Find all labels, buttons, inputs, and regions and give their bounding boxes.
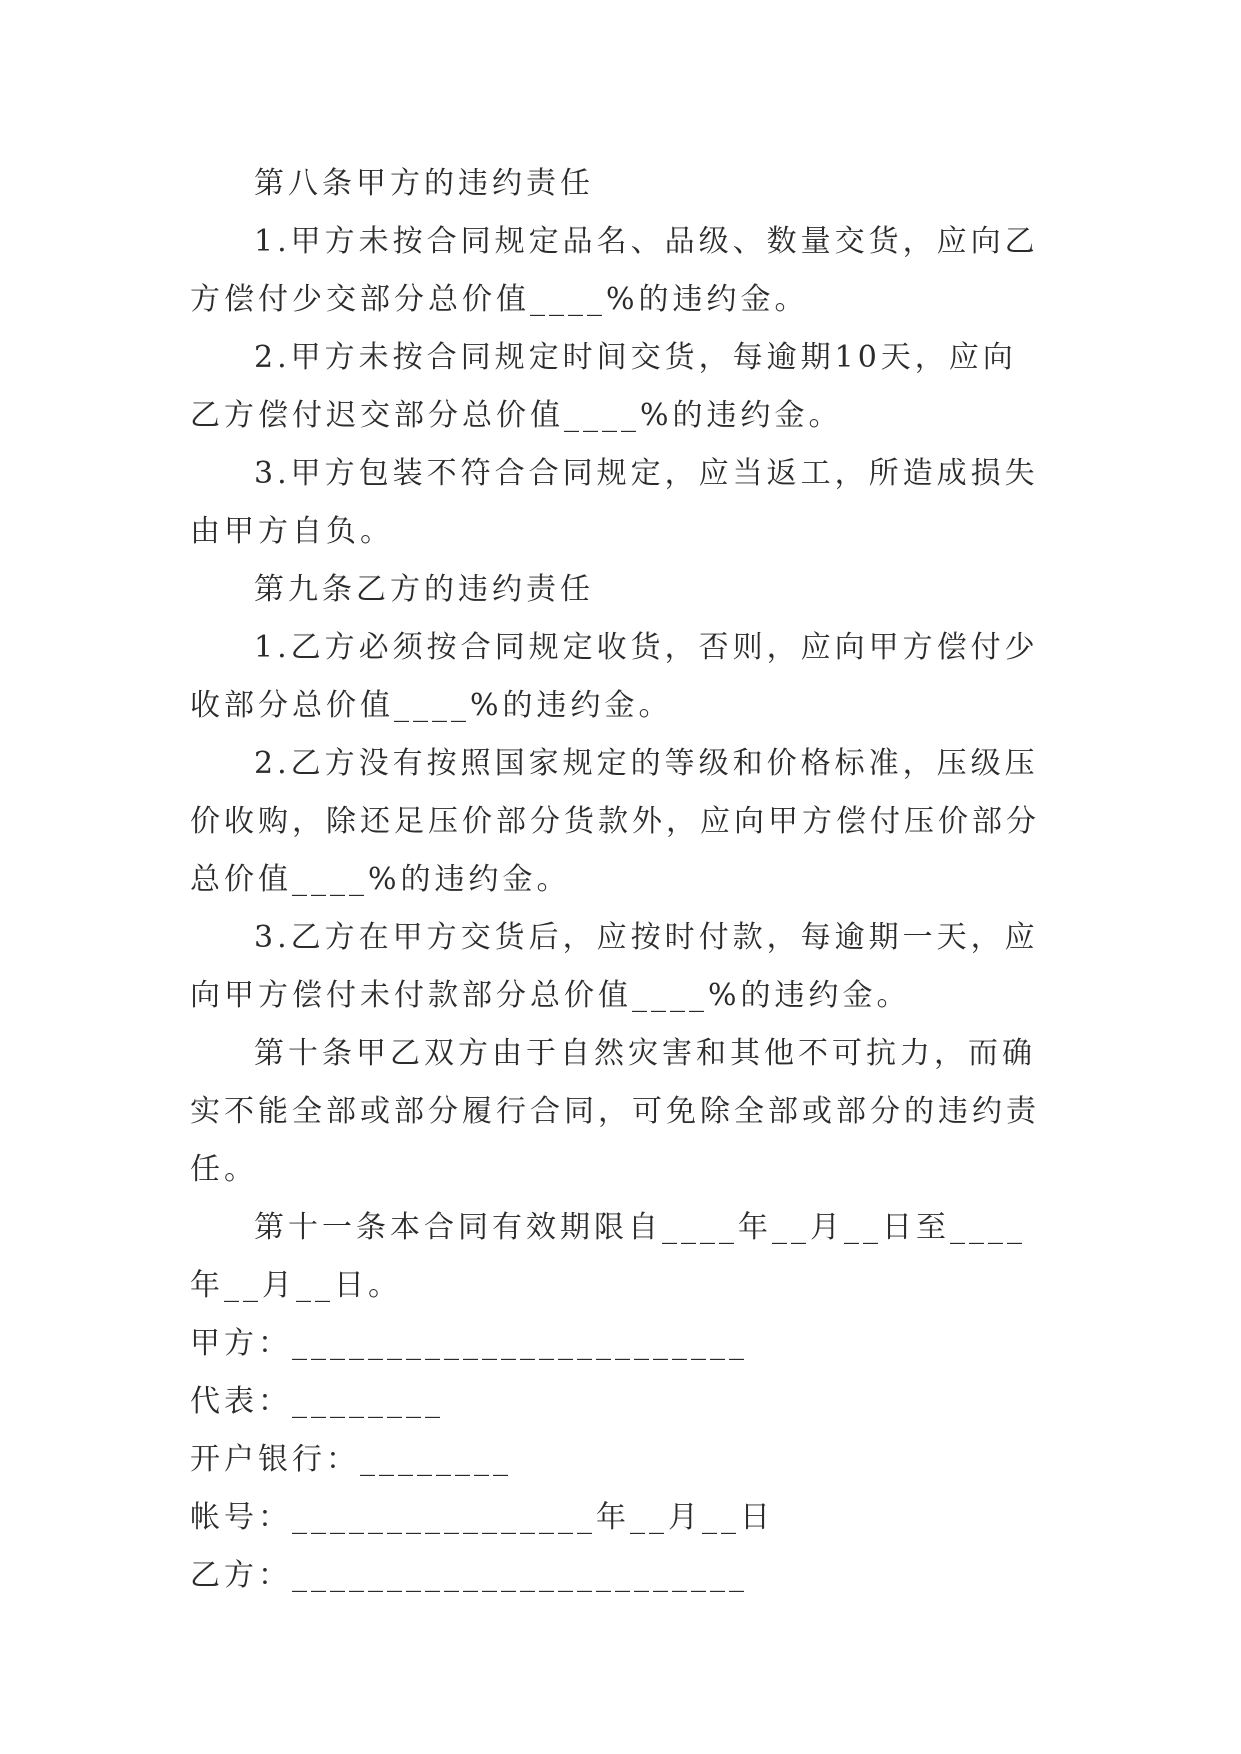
account-label: 帐号：	[190, 1500, 292, 1535]
article-9-item-1: 1.乙方必须按合同规定收货，否则，应向甲方偿付少收部分总价值____%的违约金。	[190, 630, 1039, 723]
party-b-blank: ________________________	[292, 1558, 748, 1593]
bank-blank: ________	[360, 1442, 512, 1477]
article-11: 第十一条本合同有效期限自____年__月__日至____年__月__日。	[190, 1210, 1026, 1303]
article-9-title: 第九条乙方的违约责任	[254, 572, 594, 607]
party-a-label: 甲方：	[190, 1326, 292, 1361]
party-b-line	[190, 1547, 1050, 1605]
account-date: 年__月__日	[596, 1500, 774, 1535]
article-9-item-2: 2.乙方没有按照国家规定的等级和价格标准，压级压价收购，除还足压价部分货款外，应向甲方偿付压价部分总价值____%的违约金。	[190, 746, 1040, 897]
representative-line	[190, 1373, 1050, 1431]
representative-blank: ________	[292, 1384, 444, 1419]
representative-label: 代表：	[190, 1384, 292, 1419]
account-blank: ________________	[292, 1500, 596, 1535]
article-8-item-1: 1.甲方未按合同规定品名、品级、数量交货，应向乙方偿付少交部分总价值____%的违约金。	[190, 224, 1039, 317]
article-8-title: 第八条甲方的违约责任	[254, 166, 594, 201]
party-a-line	[190, 1315, 1050, 1373]
article-10: 第十条甲乙双方由于自然灾害和其他不可抗力，而确实不能全部或部分履行合同，可免除全部或部分的违约责任。	[190, 1036, 1040, 1187]
article-8-item-2: 2.甲方未按合同规定时间交货，每逾期10天，应向乙方偿付迟交部分总价值____%的违约金。	[190, 340, 1017, 433]
bank-line	[190, 1431, 1050, 1489]
bank-label: 开户银行：	[190, 1442, 360, 1477]
article-9-item-3: 3.乙方在甲方交货后，应按时付款，每逾期一天，应向甲方偿付未付款部分总价值____%的违约金。	[190, 920, 1039, 1013]
party-a-blank: ________________________	[292, 1326, 748, 1361]
article-8-item-3: 3.甲方包装不符合合同规定，应当返工，所造成损失由甲方自负。	[190, 456, 1039, 549]
document-body	[190, 155, 1050, 1605]
party-b-label: 乙方：	[190, 1558, 292, 1593]
account-line	[190, 1489, 1050, 1547]
